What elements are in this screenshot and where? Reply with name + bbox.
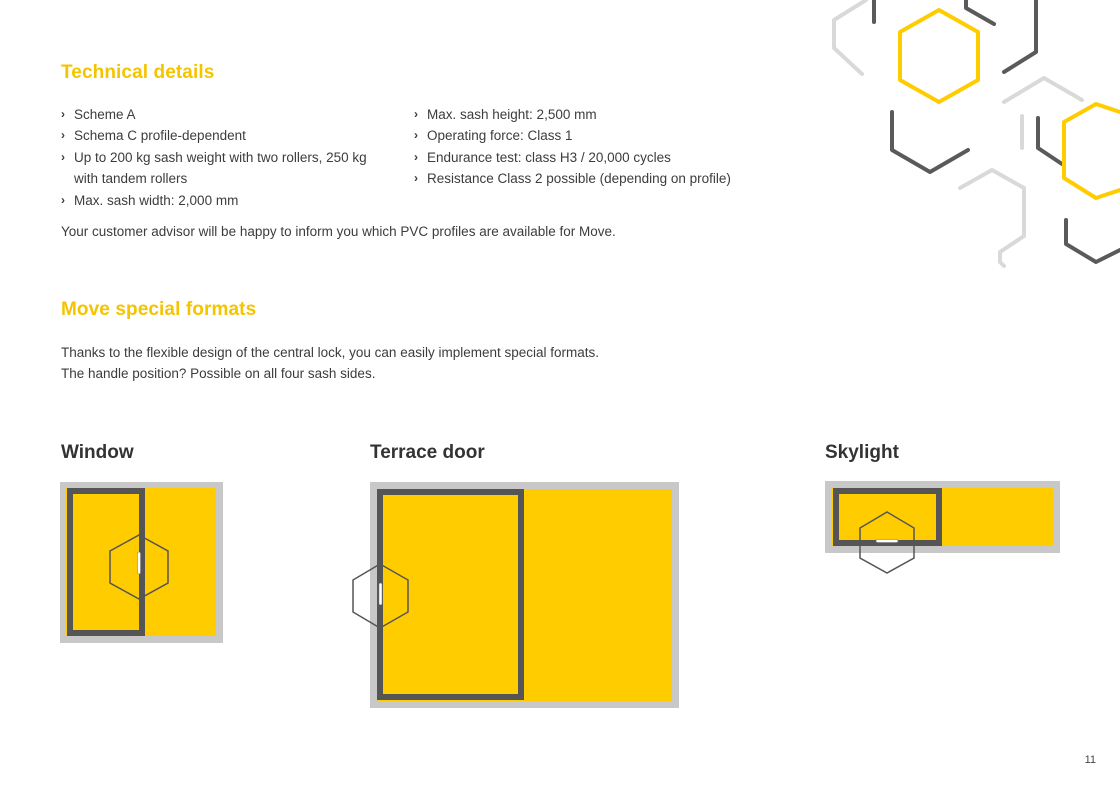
list-item: › Up to 200 kg sash weight with two rollers, 250 kg with tandem rollers [61, 147, 391, 190]
chevron-right-icon: › [414, 107, 418, 121]
list-item: › Max. sash width: 2,000 mm [61, 190, 391, 211]
list-item: › Resistance Class 2 possible (depending on profile) [414, 168, 774, 189]
list-item: › Operating force: Class 1 [414, 125, 774, 146]
list-item: › Max. sash height: 2,500 mm [414, 104, 774, 125]
window-illustration [60, 482, 224, 644]
list-item: › Schema C profile-dependent [61, 125, 391, 146]
terrace-door-illustration [350, 482, 680, 709]
window-title: Window [61, 442, 134, 463]
technical-list-col1 [61, 104, 391, 211]
list-item: › Scheme A [61, 104, 391, 125]
technical-details-heading: Technical details [61, 62, 215, 83]
chevron-right-icon: › [414, 149, 418, 164]
chevron-right-icon: › [61, 192, 65, 207]
list-item: › Endurance test: class H3 / 20,000 cycles [414, 147, 774, 168]
technical-list-col2 [414, 104, 774, 190]
skylight-illustration [825, 481, 1061, 575]
special-formats-line1: Thanks to the flexible design of the central lock, you can easily implement special formats. [61, 345, 600, 360]
special-formats-heading: Move special formats [61, 299, 257, 320]
chevron-right-icon: › [414, 171, 418, 186]
hexagon-decoration [826, 0, 1120, 272]
special-formats-line2: The handle position? Possible on all four sash sides. [61, 366, 376, 381]
page-number: 11 [1084, 754, 1096, 766]
chevron-right-icon: › [61, 107, 65, 121]
chevron-right-icon: › [61, 149, 65, 164]
chevron-right-icon: › [61, 128, 65, 143]
skylight-title: Skylight [825, 442, 899, 463]
terrace-door-title: Terrace door [370, 442, 485, 463]
chevron-right-icon: › [414, 128, 418, 143]
advisor-note: Your customer advisor will be happy to inform you which PVC profiles are available for Move. [61, 224, 616, 239]
